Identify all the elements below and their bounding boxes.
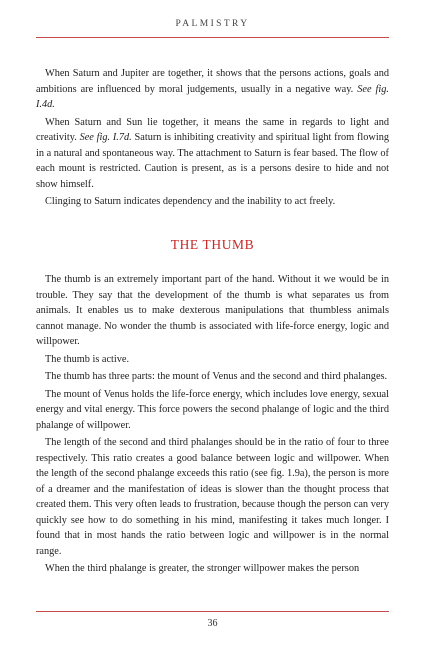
figure-reference: See fig. I.4d. <box>36 83 389 110</box>
paragraph-text: Saturn is inhibiting creativity and spiritual light from flowing in a natural and spontaneous way. The attachment to Saturn is fear based. The flow of each mount is restricted. Caution is present, as is a persons desire to hide and not show himself. <box>36 132 389 190</box>
page-number: 36 <box>207 618 218 629</box>
paragraph: The mount of Venus holds the life-force energy, which includes love energy, sexual energy and vital energy. This force powers the second phalange of logic and the third phalange of willpower. <box>36 388 389 431</box>
paragraph: The thumb is an extremely important part of the hand. Without it we would be in trouble. They say that the development of the thumb is what separates us from animals. It enables us to make dexterous manipulations that thumbless animals cannot manage. No wonder the thumb is associated with life-force energy, logic and willpower. <box>36 274 389 347</box>
paragraph-text: When Saturn and Jupiter are together, it shows that the persons actions, goals and ambitions are influenced by moral judgements, usually in a negative way. <box>36 68 389 95</box>
paragraph-text: When Saturn and Sun lie together, it means the same in regards to light and creativity. <box>36 116 389 143</box>
paragraph: The length of the second and third phalanges should be in the ratio of four to three respectively. This ratio creates a good balance between logic and willpower. When the length of the second phalange exceeds this ratio (see fig. 1.9a), the person is more of a dreamer and the manifestation of ideas is slower than the thought process that created them. This very often leads to frustration, because though the person can very quickly see how to do something in his mind, manifesting it takes much longer. I found that in most hands the ratio between logic and willpower is in the normal range. <box>36 437 389 557</box>
section-heading: THE THUMB <box>170 237 255 252</box>
figure-reference: See fig. I.7d. <box>79 132 132 143</box>
paragraph <box>36 194 389 210</box>
thumb-text-block <box>36 272 389 577</box>
paragraph <box>36 66 389 113</box>
paragraph: The thumb has three parts: the mount of Venus and the second and third phalanges. <box>45 371 388 382</box>
saturn-text-block <box>36 66 389 210</box>
header-rule <box>36 37 389 38</box>
paragraph: The thumb is active. <box>45 353 130 365</box>
paragraph: When the third phalange is greater, the stronger willpower makes the person <box>45 563 360 574</box>
footer-rule <box>36 611 389 612</box>
paragraph-text: Clinging to Saturn indicates dependency and the inability to act freely. <box>45 196 336 207</box>
running-header: PALMISTRY <box>175 19 250 29</box>
paragraph <box>36 115 389 193</box>
